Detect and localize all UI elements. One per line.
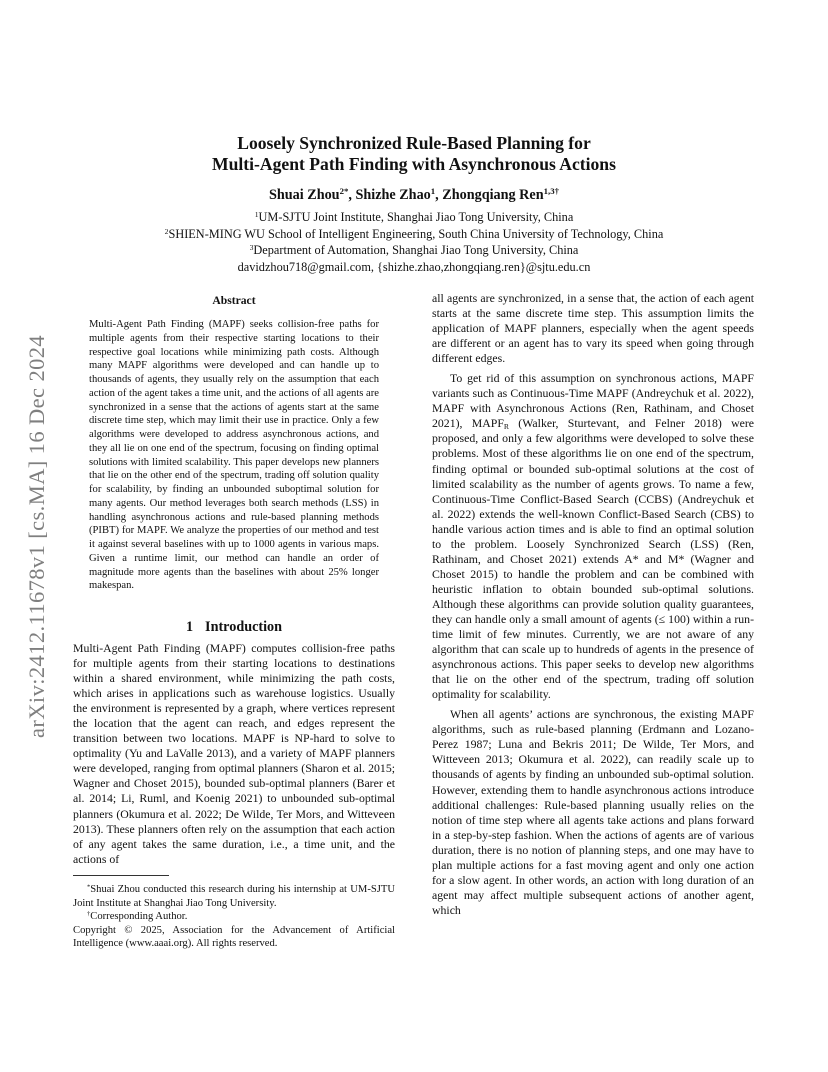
author-list: Shuai Zhou$^{2*}$, Shizhe Zhao$^1$, Zhongqiang Ren$^{1,3\dagger}$ — [268, 186, 559, 203]
footnote-mark: † — [87, 910, 91, 918]
footnotes — [73, 883, 395, 951]
footnote — [73, 883, 395, 910]
title-line-1: Loosely Synchronized Rule-Based Planning for — [237, 133, 591, 153]
footnote-text: Corresponding Author. — [90, 911, 188, 923]
arxiv-identifier: arXiv:2412.11678v1 [cs.MA] 16 Dec 2024 — [24, 334, 49, 738]
author-affil-mark: 1 — [430, 186, 436, 197]
section-heading-introduction — [73, 619, 395, 636]
paragraph-text: To get rid of this assumption on synchronous actions, MAPF variants such as Continuous-Time MAPF (Andreychuk et al. 2022), MAPF with Asynchronous Actions (Ren, Rathinam, and Choset 2021), MAPF — [432, 371, 754, 431]
footnote — [73, 910, 395, 924]
paragraph: all agents are synchronized, in a sense that, the action of each agent starts at the same discrete time step. This assumption limits the application of MAPF planners, especially when the agent speeds are different or an agent has to vary its speed when going through different edges. — [432, 291, 754, 366]
affiliation-text: Department of Automation, Shanghai Jiao Tong University, China — [253, 243, 579, 258]
affiliation-mark: 3 — [249, 243, 254, 252]
footnote-mark: * — [87, 883, 91, 891]
title-line-2: Multi-Agent Path Finding with Asynchronous Actions — [212, 154, 616, 174]
subscript: R — [503, 422, 510, 432]
author-name: Shuai Zhou — [268, 187, 340, 203]
author-name: Shizhe Zhao — [355, 187, 431, 203]
paragraph: When all agents’ actions are synchronous, the existing MAPF algorithms, such as rule-based planning (Erdmann and Lozano-Perez 1987; Luna and Bekris 2011; De Wilde, Ter Mors, and Witteveen 2013; Okumura et al. 2022), can readily scale up to thousands of agents by finding an unbounded sub-optimal solution. However, extending them to handle asynchronous actions introduce additional challenges: Rule-based planning usually relies on the notion of time step where all agents take actions and plans forward in a step-by-step fashion. When the actions of agents are of various duration, there is no notion of planning steps, and one may have to plan multiple actions for a fast moving agent and only one action for a slow agent. In other words, an action with long duration of an agent may affect multiple subsequent actions of another agent, which — [432, 707, 754, 917]
affiliation-line — [0, 242, 828, 259]
author-emails: davidzhou718@gmail.com, {shizhe.zhao,zhongqiang.ren}@sjtu.edu.cn — [237, 259, 591, 274]
paper-title — [0, 133, 828, 175]
author-affil-mark: 1,3† — [543, 186, 559, 197]
affiliations — [0, 209, 828, 275]
paragraph: Multi-Agent Path Finding (MAPF) computes collision-free paths for multiple agents from their starting locations to destinations within a shared environment, while minimizing the path costs, which arises in applications such as warehouse logistics. Usually the environment is represented by a graph, where vertices represent the location that the agent can reach, and edges represent the transition between two locations. MAPF is NP-hard to solve to optimality (Yu and LaValle 2013), and a variety of MAPF planners were developed, ranging from optimal planners (Sharon et al. 2015; Wagner and Choset 2015), bounded sub-optimal planners (Barer et al. 2014; Li, Ruml, and Koenig 2021) to unbounded sub-optimal planners (Okumura et al. 2022; De Wilde, Ter Mors, and Witteveen 2013). These planners often rely on the assumption that each action of any agent takes the same duration, i.e., a time unit, and the actions of — [73, 641, 395, 866]
left-column-body — [73, 641, 395, 867]
paragraph — [432, 371, 754, 702]
right-column-body — [432, 291, 754, 918]
abstract-text: Multi-Agent Path Finding (MAPF) seeks collision-free paths for multiple agents from their respective starting locations to their respective goal locations while minimizing path costs. Although many MAPF algorithms were developed and can handle up to thousands of agents, they usually rely on the assumption that each action of the agent takes a time unit, and the actions of all agents are synchronized in a sense that the actions of agents start at the same discrete time step, which may limit their use in practice. Only a few algorithms were developed to address asynchronous actions, and they all lie on one end of the spectrum, focusing on finding optimal solutions with limited scalability. This paper develops new planners that lie on the other end of the spectrum, trading off solution quality for scalability, by finding an unbounded suboptimal solution for many agents. Our method leverages both search methods (LSS) in handling asynchronous actions and rule-based planning methods (PIBT) for MAPF. We analyze the properties of our method and test it against several baselines with up to 1000 agents in various maps. Given a runtime limit, our method can handle an order of magnitude more agents than the baselines with about 25% longer makespan. — [89, 319, 379, 592]
affiliation-mark: 2 — [164, 226, 169, 236]
affiliation-text: UM-SJTU Joint Institute, Shanghai Jiao Tong University, China — [258, 210, 574, 224]
copyright-notice: Copyright © 2025, Association for the Advancement of Artificial Intelligence (www.aaai.org). All rights reserved. — [73, 924, 395, 950]
author-name: Zhongqiang Ren — [442, 187, 544, 203]
section-number: 1 — [185, 619, 194, 635]
abstract-heading: Abstract — [212, 294, 256, 307]
section-title: Introduction — [205, 619, 283, 635]
affiliation-mark: 1 — [254, 209, 259, 219]
affiliation-line — [0, 209, 828, 226]
paragraph-text: (Walker, Sturtevant, and Felner 2018) were proposed, and only a few algorithms were developed to solve these problems. Most of these algorithms lie on one end of the spectrum, finding optimal or bounded sub-optimal solutions at the cost of limited scalability as the number of agents grows. To name a few, Continuous-Time Conflict-Based Search (CCBS) (Andreychuk et al. 2022) extends the well-known Conflict-Based Search (CBS) to handle various action times and is able to find an optimal solution to the problem. Loosely Synchronized Search (LSS) (Ren, Rathinam, and Choset 2021) extends A* and M* (Wagner and Choset 2015) to handle the problem and can be combined with heuristic inflation to obtain bounded sub-optimal solutions. Although these algorithms can provide solution quality guarantees, they can handle only a small amount of agents (≤ 100) within a runtime limit of few minutes. Currently, we are not aware of any algorithm that can scale up to hundreds of agents in the presence of asynchronous actions. This paper seeks to develop new algorithms that lie on the other end of the spectrum, trading off solution optimality for scalability. — [432, 416, 754, 702]
affiliation-line — [0, 226, 828, 243]
author-affil-mark: 2* — [339, 186, 349, 197]
footnote-divider — [73, 875, 169, 876]
footnote-text: Shuai Zhou conducted this research during his internship at UM-SJTU Joint Institute at Shanghai Jiao Tong University. — [73, 884, 395, 909]
affiliation-text: SHIEN-MING WU School of Intelligent Engineering, South China University of Technology, China — [168, 226, 664, 241]
